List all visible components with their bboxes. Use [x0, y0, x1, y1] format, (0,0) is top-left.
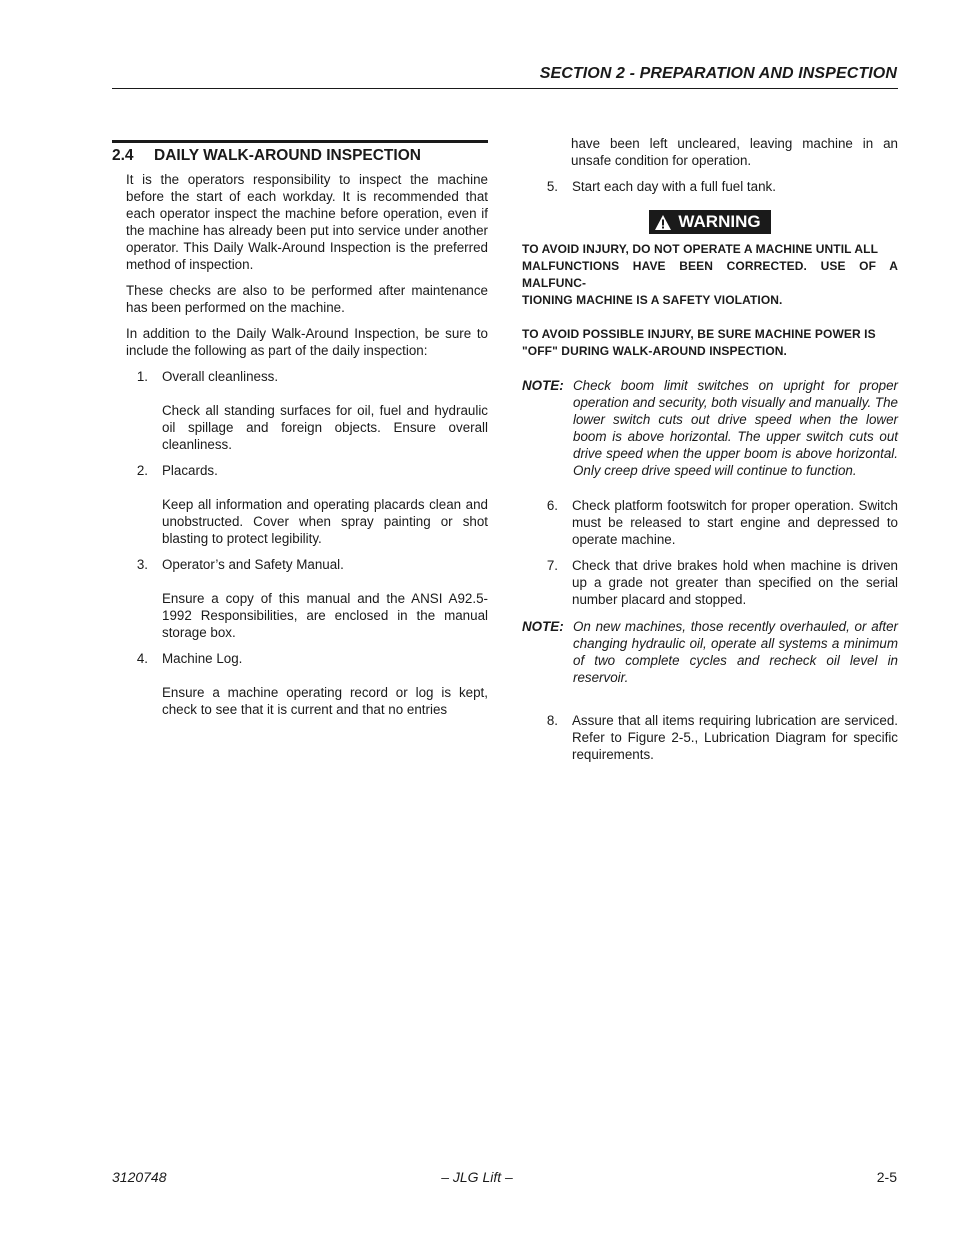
warning-text: [522, 241, 898, 309]
warning-line: "OFF" DURING WALK-AROUND INSPECTION.: [522, 343, 787, 358]
note-label: NOTE:: [522, 377, 564, 393]
warning-triangle-icon: [654, 214, 672, 231]
warning-line: TIONING MACHINE IS A SAFETY VIOLATION.: [522, 292, 783, 307]
list-item-number: 8.: [546, 712, 558, 728]
warning-header: [522, 210, 898, 235]
list-item-title: Placards.: [162, 463, 218, 478]
footer-center-text: – JLG Lift –: [441, 1169, 513, 1185]
footer-page-number: 2-5: [876, 1169, 897, 1185]
list-item-text: Check that drive brakes hold when machine is driven up a grade not greater than specified on the serial number placard and stopped.: [572, 557, 898, 607]
right-column: [522, 135, 898, 772]
list-item-title: Operator’s and Safety Manual.: [162, 557, 344, 572]
section-number: 2.4: [112, 147, 134, 164]
list-item: [112, 368, 488, 453]
list-item: [522, 497, 898, 548]
list-item-detail: Ensure a copy of this manual and the ANSI A92.5-1992 Responsibilities, are enclosed in the manual storage box.: [162, 591, 488, 640]
list-item: [112, 650, 488, 718]
left-column: [112, 140, 488, 727]
warning-badge: [649, 210, 770, 234]
list-item-text: Assure that all items requiring lubrication are serviced. Refer to Figure 2-5., Lubrication Diagram for specific requirements.: [572, 712, 898, 762]
section-rule: [112, 140, 488, 143]
header-rule: [112, 88, 898, 89]
warning-text: [522, 326, 898, 360]
warning-line: TO AVOID POSSIBLE INJURY, BE SURE MACHINE POWER IS: [522, 326, 876, 341]
list-item: [522, 712, 898, 763]
warning-label: WARNING: [678, 212, 761, 231]
list-item-number: 7.: [546, 557, 558, 573]
section-header-title: SECTION 2 - PREPARATION AND INSPECTION: [539, 65, 897, 82]
list-item-title: Machine Log.: [162, 651, 243, 666]
list-item: [112, 462, 488, 547]
list-item-detail: Keep all information and operating placards clean and unobstructed. Cover when spray painting or shot blasting to protect legibility.: [162, 497, 488, 546]
note-label: NOTE:: [522, 618, 564, 634]
body-paragraph: In addition to the Daily Walk-Around Inspection, be sure to include the following as part of the daily inspection:: [126, 326, 488, 358]
list-item-continuation: have been left uncleared, leaving machine in an unsafe condition for operation.: [571, 136, 898, 168]
section-title: DAILY WALK-AROUND INSPECTION: [154, 147, 421, 164]
list-item: [522, 557, 898, 608]
warning-line: TO AVOID INJURY, DO NOT OPERATE A MACHINE UNTIL ALL: [522, 241, 878, 256]
list-item-number: 4.: [136, 651, 148, 666]
note-text: Check boom limit switches on upright for proper operation and security, both visually and manually. The lower switch cuts out drive speed when the lower boom is above horizontal. The upper switch cuts out drive speed when the upper boom is above horizontal. Only creep drive speed will continue to function.: [573, 377, 898, 478]
list-item-number: 3.: [136, 557, 148, 572]
list-item: [522, 178, 898, 195]
warning-line: MALFUNCTIONS HAVE BEEN CORRECTED. USE OF A MALFUNC-: [522, 258, 898, 290]
intro-paragraph: It is the operators responsibility to inspect the machine before the start of each workday. It is recommended that each operator inspect the machine before operation, even if the machine has already been put into service under another operator. This Daily Walk-Around Inspection is the preferred method of inspection.: [126, 172, 488, 272]
note-text: On new machines, those recently overhauled, or after changing hydraulic oil, operate all systems a minimum of two complete cycles and recheck oil level in reservoir.: [573, 618, 898, 685]
list-item-text: Start each day with a full fuel tank.: [572, 179, 776, 194]
list-item-detail: Check all standing surfaces for oil, fuel and hydraulic oil spillage and foreign objects. Ensure overall cleanliness.: [162, 403, 488, 452]
list-item-number: 2.: [136, 463, 148, 478]
note: [522, 377, 898, 479]
section-heading: [112, 146, 488, 166]
footer-doc-number: 3120748: [112, 1169, 167, 1185]
list-item-number: 1.: [136, 369, 148, 384]
body-paragraph: These checks are also to be performed after maintenance has been performed on the machine.: [126, 283, 488, 315]
list-item: [112, 556, 488, 641]
list-item-title: Overall cleanliness.: [162, 369, 279, 384]
list-item-number: 5.: [546, 179, 558, 194]
list-item-text: Check platform footswitch for proper operation. Switch must be released to start engine and depressed to operate machine.: [572, 497, 898, 547]
list-item-number: 6.: [546, 497, 558, 513]
list-item-detail: Ensure a machine operating record or log is kept, check to see that it is current and that no entries: [162, 685, 488, 717]
note: [522, 618, 898, 686]
